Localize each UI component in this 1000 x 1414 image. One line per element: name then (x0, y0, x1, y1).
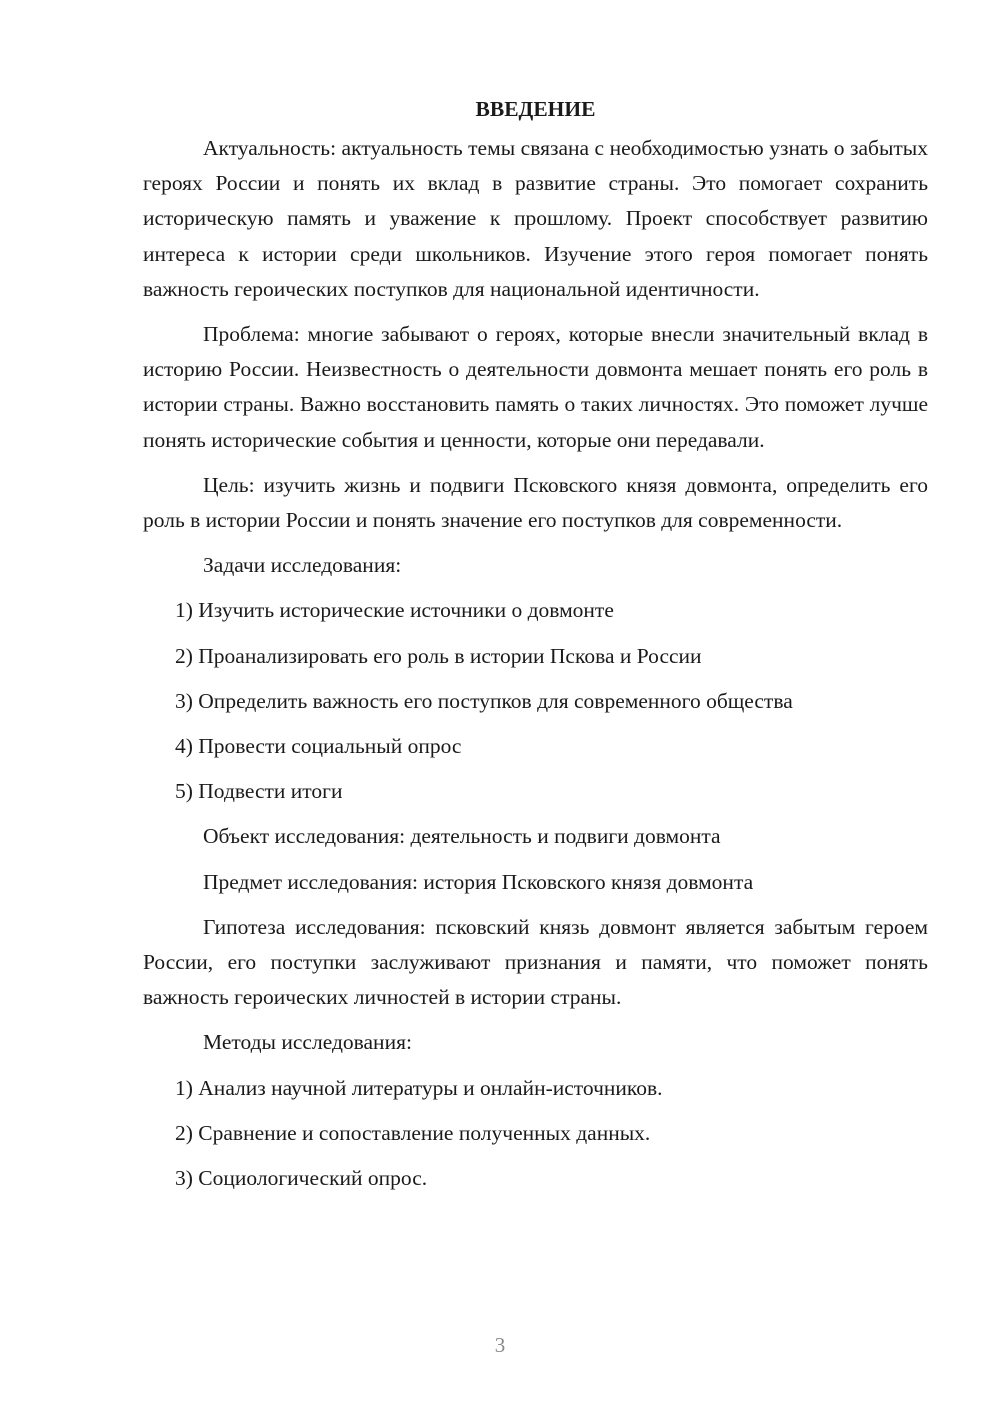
tasks-heading: Задачи исследования: (203, 553, 402, 578)
method-item: 3) Социологический опрос. (175, 1166, 428, 1191)
task-item: 1) Изучить исторические источники о довмонте (175, 598, 614, 623)
relevance-paragraph: Актуальность: актуальность темы связана с необходимостью узнать о забытых героях России и понять их вклад в развитие страны. Это помогает сохранить историческую память и уважение к прошлому. Проект способствует развитию интереса к истории среди школьников. Изучение этого героя помогает понять важность героических поступков для национальной идентичности. (143, 136, 928, 301)
methods-heading: Методы исследования: (203, 1030, 412, 1055)
page-number: 3 (494, 1333, 506, 1357)
task-item: 5) Подвести итоги (175, 779, 343, 804)
research-subject: Предмет исследования: история Псковского князя довмонта (203, 869, 754, 894)
document-page (143, 90, 928, 1206)
hypothesis-paragraph: Гипотеза исследования: псковский князь довмонт является забытым героем России, его поступки заслуживают признания и памяти, что поможет понять важность героических личностей в истории страны. (143, 914, 928, 1010)
goal-paragraph: Цель: изучить жизнь и подвиги Псковского князя довмонта, определить его роль в истории России и понять значение его поступков для современности. (143, 472, 928, 533)
problem-paragraph: Проблема: многие забывают о героях, которые внесли значительный вклад в историю России. Неизвестность о деятельности довмонта мешает понять его роль в истории страны. Важно восстановить память о таких личностях. Это поможет лучше понять исторические события и ценности, которые они передавали. (143, 322, 928, 452)
task-item: 2) Проанализировать его роль в истории Пскова и России (175, 643, 702, 668)
section-title: ВВЕДЕНИЕ (475, 97, 596, 121)
method-item: 1) Анализ научной литературы и онлайн-источников. (175, 1075, 663, 1100)
research-object: Объект исследования: деятельность и подвиги довмонта (203, 824, 721, 849)
method-item: 2) Сравнение и сопоставление полученных данных. (175, 1120, 651, 1145)
task-item: 4) Провести социальный опрос (175, 734, 462, 759)
task-item: 3) Определить важность его поступков для современного общества (175, 688, 793, 713)
